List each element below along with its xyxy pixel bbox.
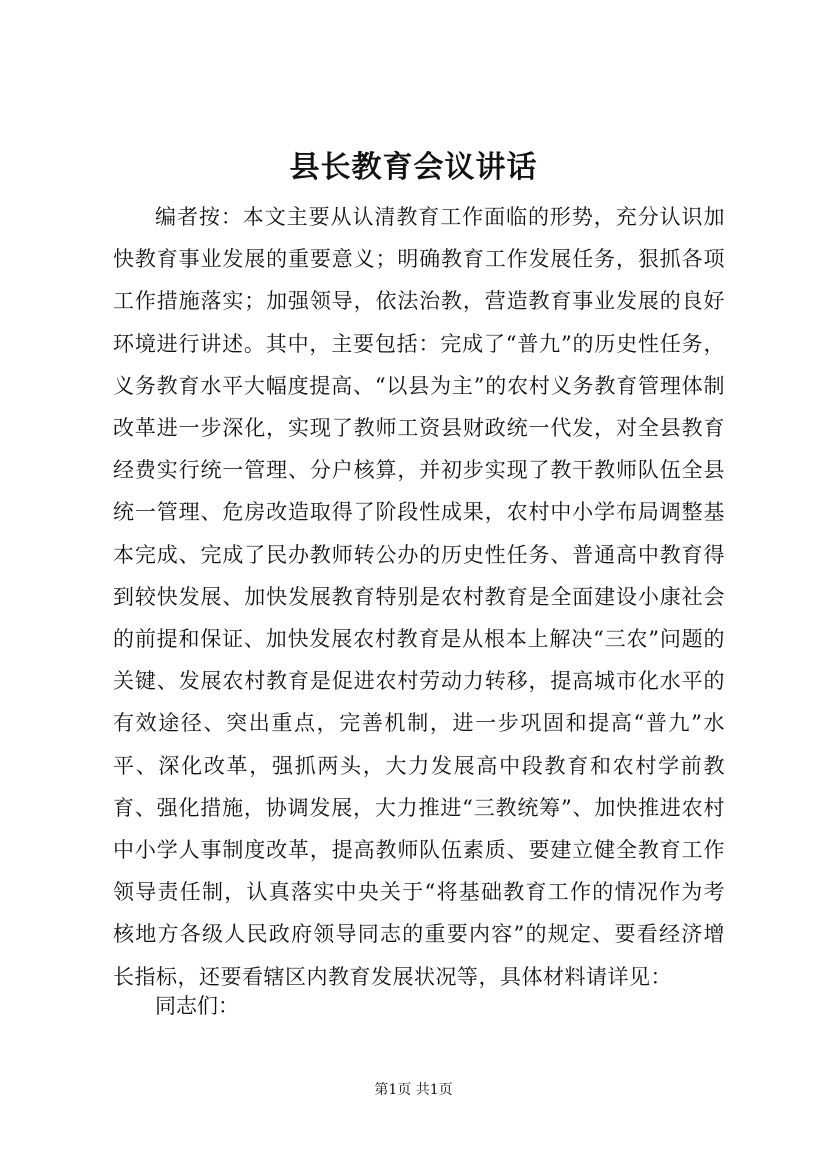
document-title: 县长教育会议讲话 [289, 150, 538, 185]
editor-note-paragraph: 编者按：本文主要从认清教育工作面临的形势，充分认识加快教育事业发展的重要意义；明确教育工作发展任务，狠抓各项工作措施落实；加强领导，依法治教，营造教育事业发展的良好环境进行讲述。其中，主要包括：完成了“普九”的历史性任务，义务教育水平大幅度提高、“以县为主”的农村义务教育管理体制改革进一步深化，实现了教师工资县财政统一代发，对全县教育经费实行统一管理、分户核算，并初步实现了教干教师队伍全县统一管理、危房改造取得了阶段性成果，农村中小学布局调整基本完成、完成了民办教师转公办的历史性任务、普通高中教育得到较快发展、加快发展教育特别是农村教育是全面建设小康社会的前提和保证、加快发展农村教育是从根本上解决“三农”问题的关键、发展农村教育是促进农村劳动力转移，提高城市化水平的有效途径、突出重点，完善机制，进一步巩固和提高“普九”水平、深化改革，强抓两头，大力发展高中段教育和农村学前教育、强化措施，协调发展，大力推进“三教统筹”、加快推进农村中小学人事制度改革，提高教师队伍素质、要建立健全教育工作领导责任制，认真落实中央关于“将基础教育工作的情况作为考核地方各级人民政府领导同志的重要内容”的规定、要看经济增长指标，还要看辖区内教育发展状况等，具体材料请详见： [113, 205, 725, 989]
salutation-line: 同志们： [155, 994, 239, 1018]
page-footer: 第1页 共1页 [374, 1082, 453, 1098]
